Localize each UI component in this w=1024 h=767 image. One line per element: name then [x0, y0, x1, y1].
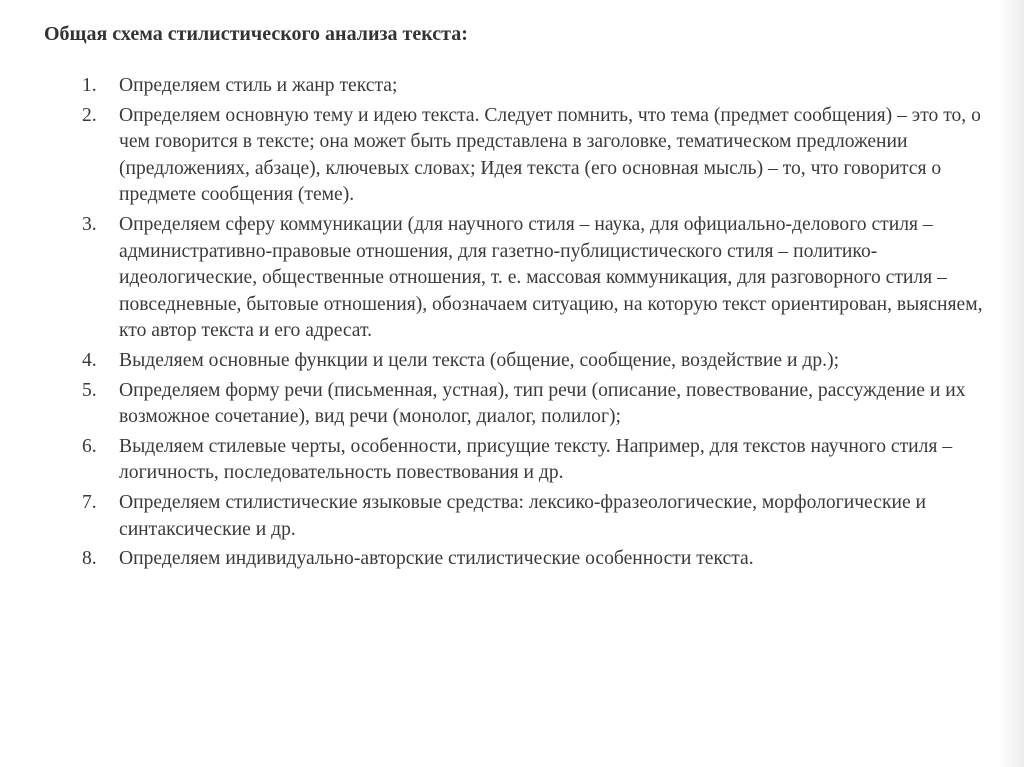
- list-item: [44, 378, 984, 431]
- document-body: [44, 20, 984, 576]
- list-item-text: Определяем стиль и жанр текста;: [119, 75, 398, 96]
- page-edge-shadow: [998, 0, 1024, 767]
- list-item: [44, 490, 984, 543]
- list-item-number: 5.: [82, 379, 97, 401]
- list-item: [44, 73, 984, 100]
- list-item-number: 4.: [82, 349, 97, 371]
- list-item-text: Выделяем стилевые черты, особенности, присущие тексту. Например, для текстов научного стиля – логичность, последовательность повествования и др.: [119, 435, 953, 484]
- list-item: [44, 212, 984, 345]
- list-item-number: 3.: [82, 213, 97, 235]
- list-item-text: Определяем стилистические языковые средства: лексико-фразеологические, морфологические и синтаксические и др.: [119, 491, 927, 540]
- list-item-number: 7.: [82, 491, 97, 513]
- list-item-text: Определяем форму речи (письменная, устная), тип речи (описание, повествование, рассуждение и их возможное сочетание), вид речи (монолог, диалог, полилог);: [119, 379, 966, 428]
- list-item-number: 8.: [82, 548, 97, 570]
- list-item-text: Определяем сферу коммуникации (для научного стиля – наука, для официально-делового стиля – административно-правовые отношения, для газетно-публицистического стиля – политико-идеологические, общественные отношения, т. е. массовая коммуникация, для разговорного стиля – повседневные, бытовые отношения), обозначаем ситуацию, на которую текст ориентирован, выясняем, кто автор текста и его адресат.: [119, 213, 983, 342]
- list-item: [44, 103, 984, 209]
- list-item-number: 6.: [82, 435, 97, 457]
- list-item: [44, 546, 984, 573]
- list-item: [44, 348, 984, 375]
- list-item-number: 2.: [82, 104, 97, 126]
- list-item-text: Определяем индивидуально-авторские стилистические особенности текста.: [119, 548, 754, 570]
- list-item-number: 1.: [82, 75, 97, 96]
- analysis-steps-list: [44, 73, 984, 573]
- list-item: [44, 434, 984, 487]
- list-item-text: Определяем основную тему и идею текста. Следует помнить, что тема (предмет сообщения) – это то, о чем говорится в тексте; она может быть представлена в заголовке, тематическом предложении (предложениях, абзаце), ключевых словах; Идея текста (его основная мысль) – то, что говорится о предмете сообщения (теме).: [119, 104, 981, 206]
- page-title: Общая схема стилистического анализа текста:: [44, 23, 468, 45]
- list-item-text: Выделяем основные функции и цели текста (общение, сообщение, воздействие и др.);: [119, 349, 840, 371]
